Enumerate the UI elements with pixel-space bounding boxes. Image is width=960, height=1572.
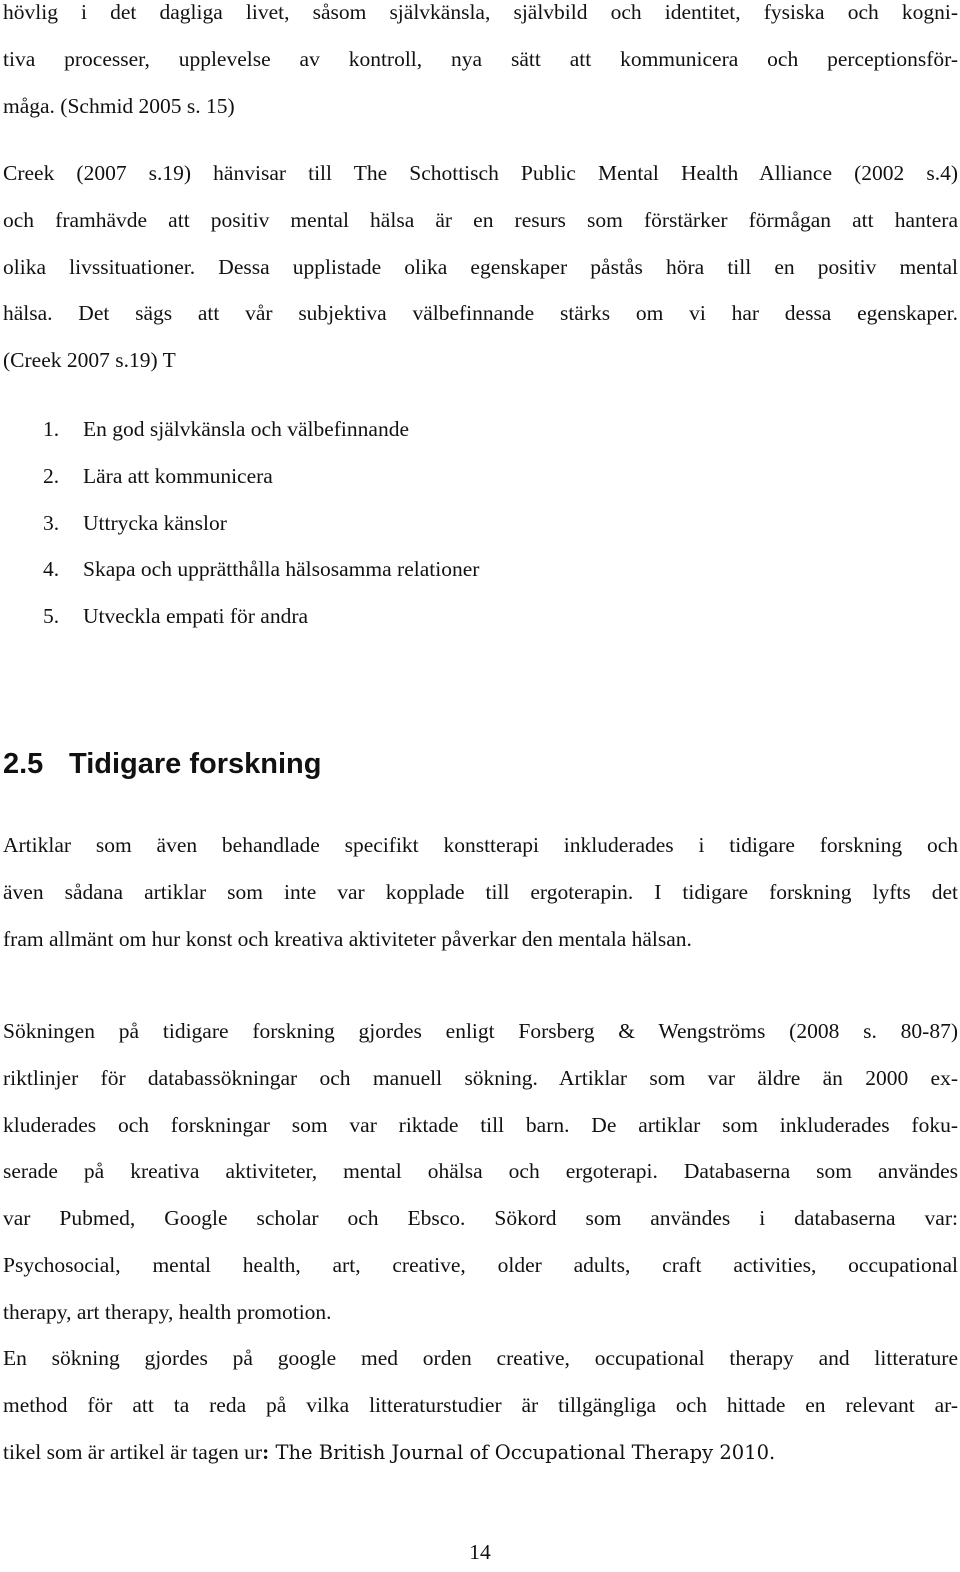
- text-line: (Creek 2007 s.19) T: [3, 348, 176, 373]
- list-text: Utveckla empati för andra: [83, 604, 309, 629]
- list-number: 2.: [43, 463, 60, 488]
- text-line: serade på kreativa aktiviteter, mental ohälsa och ergoterapi. Databaserna som användes: [3, 1159, 958, 1184]
- section-number: 2.5: [3, 748, 44, 780]
- list-number: 4.: [43, 557, 60, 582]
- paragraph-intro: [3, 0, 958, 129]
- text-line: olika livssituationer. Dessa upplistade olika egenskaper påstås höra till en positiv mental: [3, 254, 958, 279]
- text-line: och framhävde att positiv mental hälsa är en resurs som förstärker förmågan att hantera: [3, 207, 958, 232]
- text-line: riktlinjer för databassökningar och manuell sökning. Artiklar som var äldre än 2000 ex-: [3, 1065, 958, 1090]
- section-heading: [3, 741, 321, 787]
- list-number: 5.: [43, 604, 60, 629]
- text-line: tiva processer, upplevelse av kontroll, nya sätt att kommunicera och perceptionsför-: [3, 46, 958, 71]
- list-text: En god självkänsla och välbefinnande: [83, 417, 409, 441]
- list-text: Lära att kommunicera: [83, 463, 273, 488]
- text-line: Sökningen på tidigare forskning gjordes enligt Forsberg & Wengströms (2008 s. 80-87): [3, 1019, 958, 1043]
- text-line: Creek (2007 s.19) hänvisar till The Schottisch Public Mental Health Alliance (2002 s.4): [3, 161, 958, 185]
- paragraph-search: [3, 1008, 958, 1336]
- text-line: [3, 1429, 958, 1477]
- text-line: hövlig i det dagliga livet, såsom självkänsla, självbild och identitet, fysiska och kogni-: [3, 0, 958, 24]
- list-item: [43, 406, 479, 453]
- list-number: 3.: [43, 510, 60, 535]
- text-line: hälsa. Det sägs att vår subjektiva välbefinnande stärks om vi har dessa egenskaper.: [3, 301, 958, 326]
- paragraph-google: [3, 1335, 958, 1476]
- text-line: therapy, art therapy, health promotion.: [3, 1299, 332, 1324]
- text-line: Psychosocial, mental health, art, creative, older adults, craft activities, occupational: [3, 1252, 958, 1277]
- text-line: fram allmänt om hur konst och kreativa aktiviteter påverkar den mentala hälsan.: [3, 926, 692, 951]
- list-text: Uttrycka känslor: [83, 510, 227, 535]
- text-line: måga. (Schmid 2005 s. 15): [3, 93, 235, 118]
- page-number: 14: [469, 1540, 491, 1564]
- paragraph-creek: [3, 150, 958, 384]
- list-item: [43, 453, 479, 500]
- text-line: även sådana artiklar som inte var kopplade till ergoterapin. I tidigare forskning lyfts det: [3, 879, 958, 904]
- text-line: method för att ta reda på vilka litteraturstudier är tillgängliga och hittade en relevant ar-: [3, 1392, 958, 1417]
- section-title: Tidigare forskning: [69, 748, 322, 780]
- text-line: Artiklar som även behandlade specifikt konstterapi inkluderades i tidigare forskning och: [3, 833, 958, 857]
- list-text: Skapa och upprätthålla hälsosamma relationer: [83, 557, 480, 582]
- list-item: [43, 546, 479, 593]
- text-colon: :: [262, 1439, 270, 1464]
- list-number: 1.: [43, 417, 60, 441]
- numbered-list: [43, 406, 479, 640]
- text-line: var Pubmed, Google scholar och Ebsco. Sökord som användes i databaserna var:: [3, 1206, 958, 1231]
- list-item: [43, 500, 479, 547]
- text-line: kluderades och forskningar som var riktade till barn. De artiklar som inkluderades foku-: [3, 1112, 958, 1137]
- journal-reference: The British Journal of Occupational Therapy 2010.: [269, 1440, 776, 1464]
- text-line: En sökning gjordes på google med orden creative, occupational therapy and litterature: [3, 1346, 958, 1370]
- text-fragment: tikel som är artikel är tagen ur: [3, 1439, 263, 1464]
- paragraph-articles: [3, 822, 958, 962]
- list-item: [43, 593, 479, 640]
